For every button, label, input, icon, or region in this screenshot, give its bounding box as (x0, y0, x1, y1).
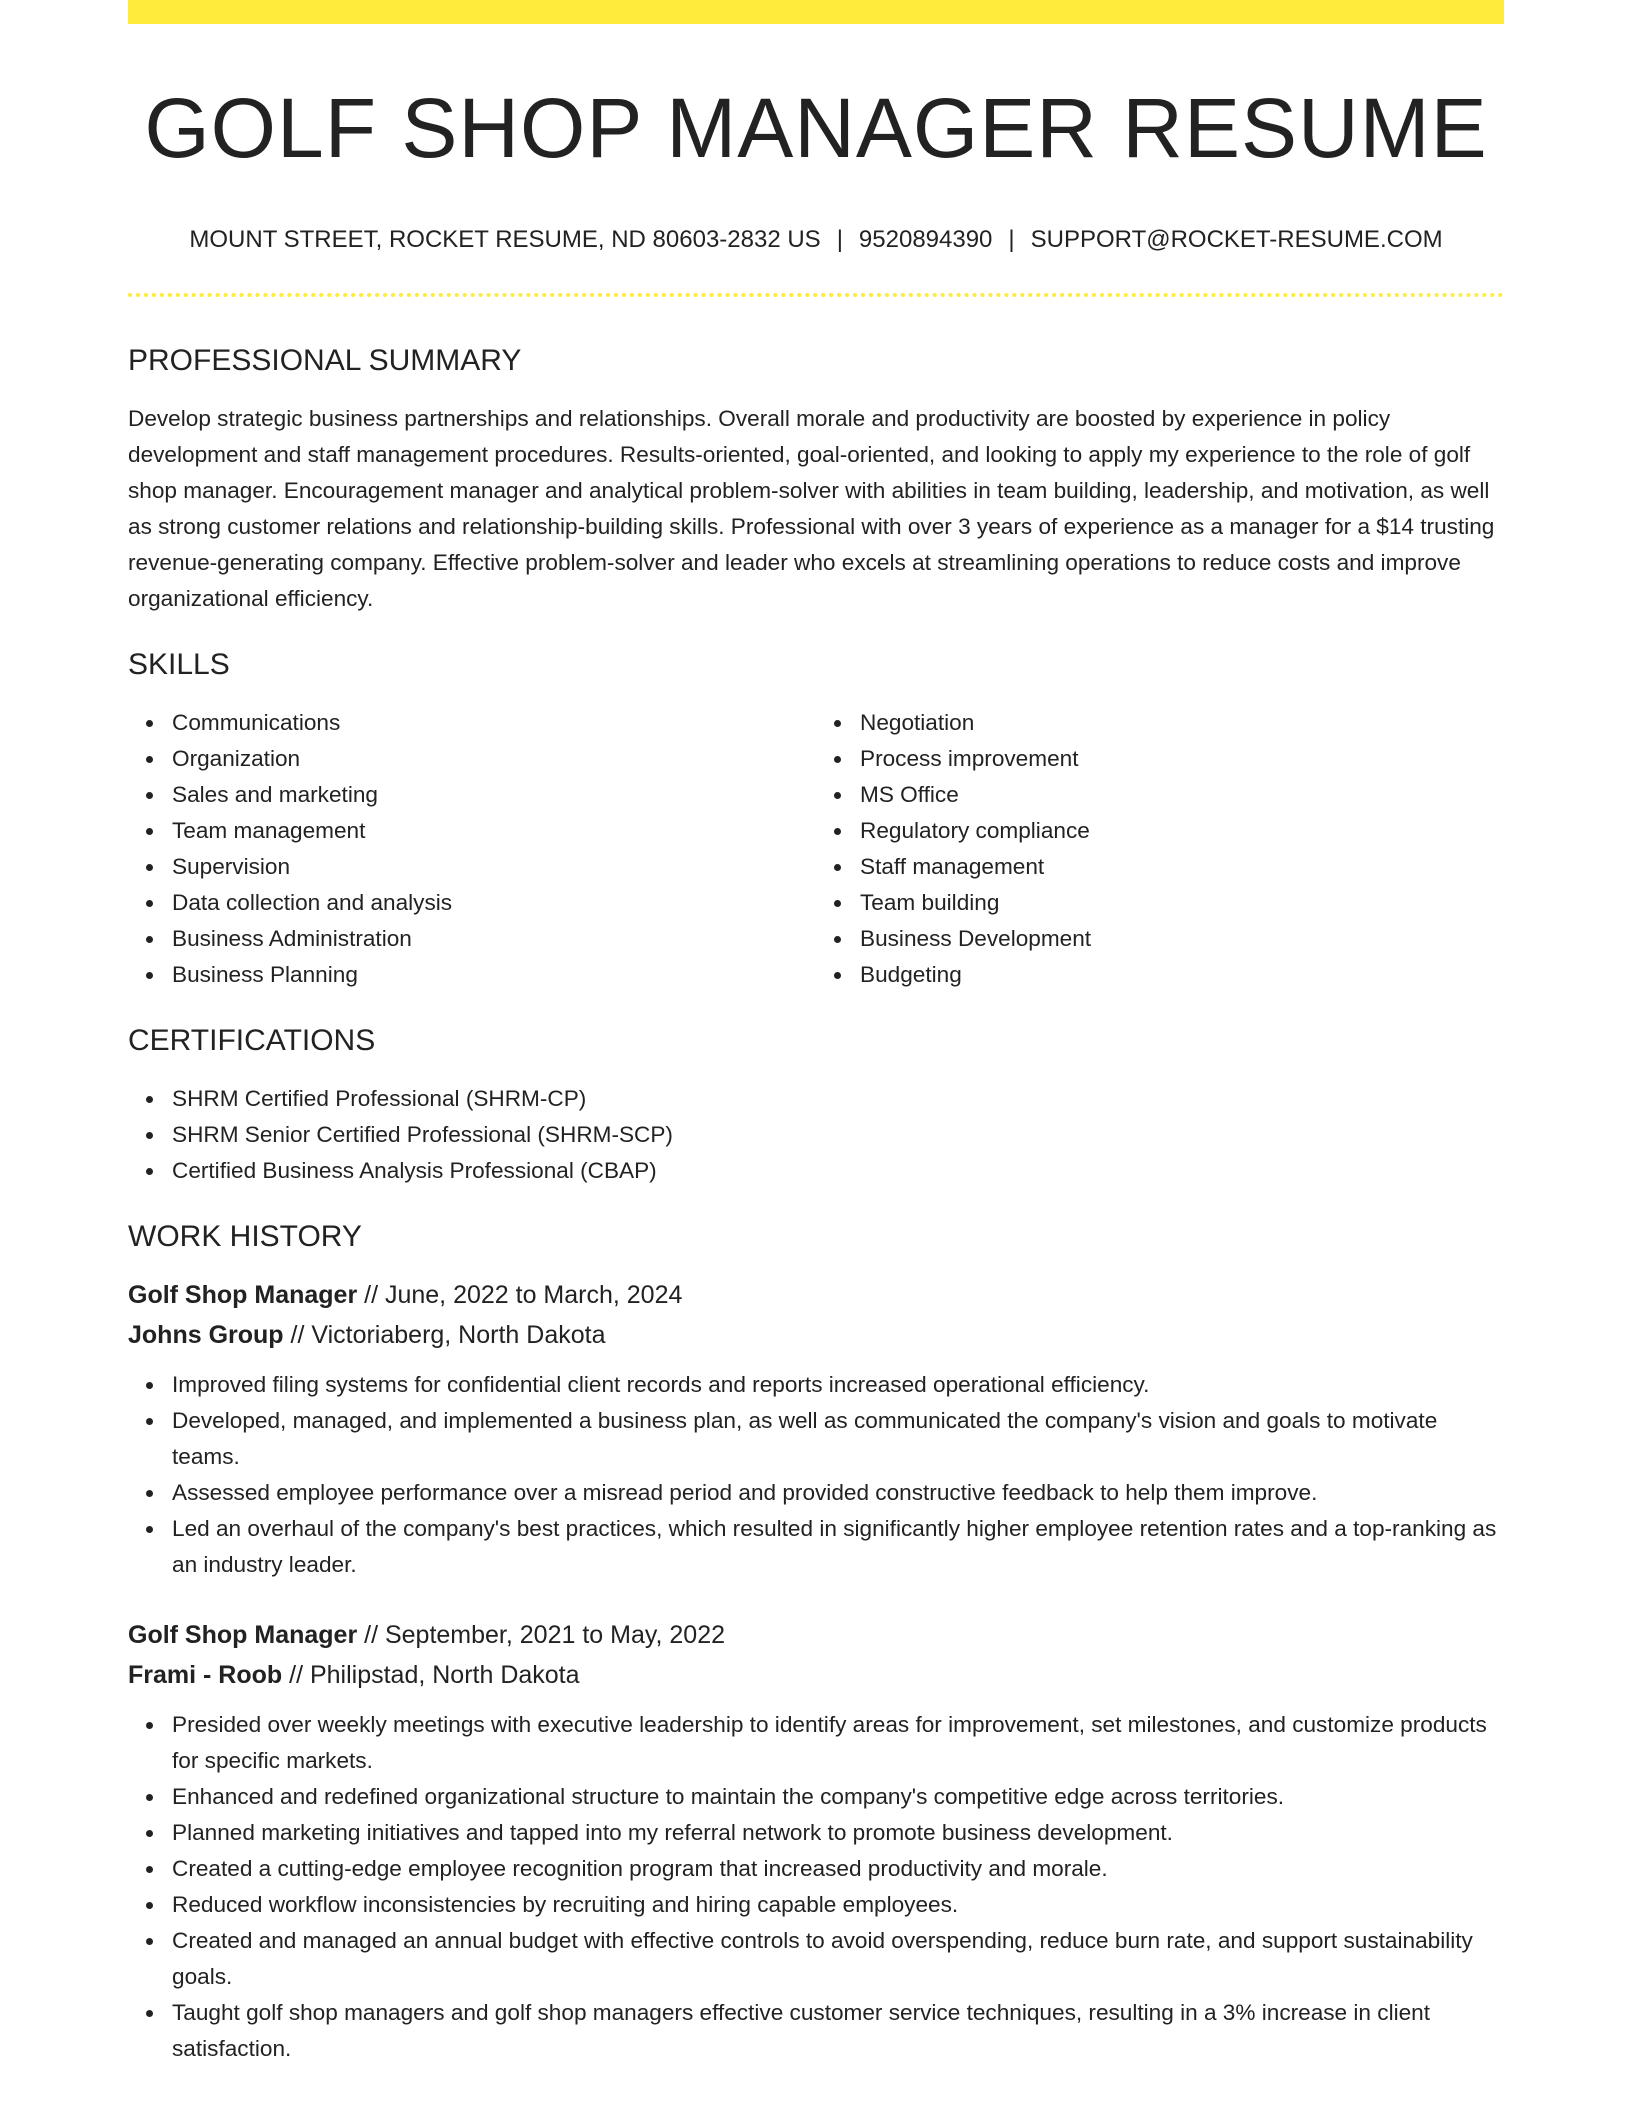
job-company-line (128, 1655, 1504, 1695)
certification-item: Certified Business Analysis Professional (CBAP) (172, 1153, 1504, 1189)
job-dates: // September, 2021 to May, 2022 (357, 1621, 726, 1650)
skill-item: Data collection and analysis (172, 885, 816, 921)
skill-item: Team building (860, 885, 1504, 921)
resume-title: GOLF SHOP MANAGER RESUME (144, 81, 1488, 175)
job-bullet-list (128, 1367, 1504, 1583)
job-dates: // June, 2022 to March, 2024 (357, 1281, 683, 1310)
contact-address: MOUNT STREET, ROCKET RESUME, ND 80603-2832 US (189, 226, 821, 254)
certifications-heading: CERTIFICATIONS (128, 1024, 376, 1058)
skill-item: Business Planning (172, 957, 816, 993)
contact-email: SUPPORT@ROCKET-RESUME.COM (1030, 226, 1443, 254)
skill-item: Organization (172, 741, 816, 777)
accent-top-bar (128, 0, 1504, 24)
skill-item: Staff management (860, 849, 1504, 885)
skill-item: Negotiation (860, 705, 1504, 741)
job-bullet: Led an overhaul of the company's best practices, which resulted in significantly higher employee retention rates and a top-ranking as an industry leader. (172, 1511, 1504, 1583)
job-bullet: Created and managed an annual budget with effective controls to avoid overspending, reduce burn rate, and support sustainability goals. (172, 1923, 1504, 1995)
job-bullet: Assessed employee performance over a misread period and provided constructive feedback to help them improve. (172, 1475, 1504, 1511)
job-bullet: Reduced workflow inconsistencies by recruiting and hiring capable employees. (172, 1887, 1504, 1923)
job-bullet: Improved filing systems for confidential client records and reports increased operational efficiency. (172, 1367, 1504, 1403)
summary-heading: PROFESSIONAL SUMMARY (128, 344, 522, 378)
skills-list-left (128, 705, 816, 993)
contact-separator: | (836, 226, 843, 254)
certifications-list (128, 1081, 1504, 1189)
skill-item: Business Administration (172, 921, 816, 957)
skill-item: Team management (172, 813, 816, 849)
skill-item: Regulatory compliance (860, 813, 1504, 849)
skill-item: Process improvement (860, 741, 1504, 777)
skill-item: Business Development (860, 921, 1504, 957)
job-role: Golf Shop Manager (128, 1621, 358, 1650)
job-bullet: Developed, managed, and implemented a business plan, as well as communicated the company's vision and goals to motivate teams. (172, 1403, 1504, 1475)
job-title-line (128, 1275, 1504, 1315)
job-company: Frami - Roob (128, 1661, 283, 1690)
summary-text: Develop strategic business partnerships and relationships. Overall morale and productivity are boosted by experience in policy development and staff management procedures. Results-oriented, goal-oriented, and looking to apply my experience to the role of golf shop manager. Encouragement manager and analytical problem-solver with abilities in team building, leadership, and motivation, as well as strong customer relations and relationship-building skills. Professional with over 3 years of experience as a manager for a $14 trusting revenue-generating company. Effective problem-solver and leader who excels at streamlining operations to reduce costs and improve organizational efficiency. (128, 406, 1495, 612)
job-title-line (128, 1615, 1504, 1655)
dotted-divider (128, 293, 1504, 297)
job-bullet: Taught golf shop managers and golf shop managers effective customer service techniques, resulting in a 3% increase in client satisfaction. (172, 1995, 1504, 2067)
job-bullet: Created a cutting-edge employee recognition program that increased productivity and morale. (172, 1851, 1504, 1887)
job-bullet-list (128, 1707, 1504, 2067)
job-location: // Philipstad, North Dakota (282, 1661, 580, 1690)
job-bullet: Enhanced and redefined organizational structure to maintain the company's competitive edge across territories. (172, 1779, 1504, 1815)
resume-page (128, 0, 1504, 2067)
certification-item: SHRM Senior Certified Professional (SHRM-SCP) (172, 1117, 1504, 1153)
skills-columns (128, 705, 1504, 993)
skill-item: MS Office (860, 777, 1504, 813)
job-bullet: Presided over weekly meetings with executive leadership to identify areas for improvement, set milestones, and customize products for specific markets. (172, 1707, 1504, 1779)
certification-item: SHRM Certified Professional (SHRM-CP) (172, 1081, 1504, 1117)
contact-separator: | (1008, 226, 1015, 254)
skill-item: Supervision (172, 849, 816, 885)
job-company: Johns Group (128, 1321, 284, 1350)
job-company-line (128, 1315, 1504, 1355)
skill-item: Budgeting (860, 957, 1504, 993)
contact-phone: 9520894390 (858, 226, 993, 254)
work-history-heading: WORK HISTORY (128, 1220, 362, 1254)
job-role: Golf Shop Manager (128, 1281, 358, 1310)
job-location: // Victoriaberg, North Dakota (283, 1321, 606, 1350)
contact-line (128, 226, 1504, 255)
skill-item: Communications (172, 705, 816, 741)
skills-heading: SKILLS (128, 648, 230, 682)
job-bullet: Planned marketing initiatives and tapped into my referral network to promote business development. (172, 1815, 1504, 1851)
skills-list-right (816, 705, 1504, 993)
skill-item: Sales and marketing (172, 777, 816, 813)
